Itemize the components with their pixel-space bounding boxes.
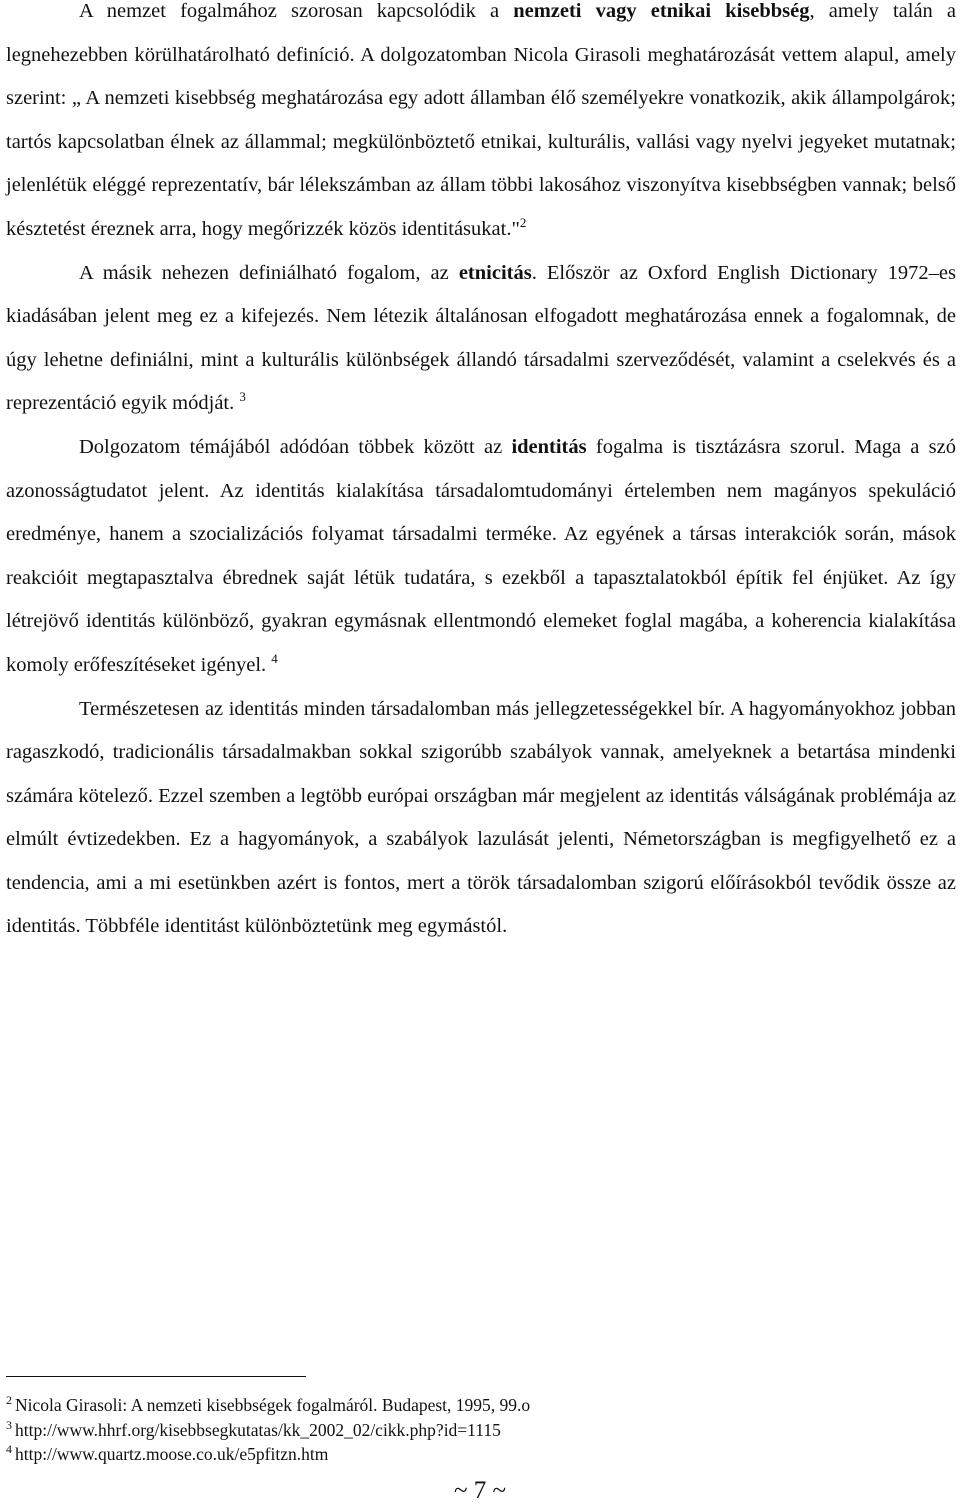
footnote-reference: 4 [271, 651, 278, 667]
footnote-separator [6, 1376, 306, 1377]
footnote [6, 1442, 906, 1467]
footnote-text: http://www.quartz.moose.co.uk/e5pfitzn.htm [15, 1444, 329, 1464]
paragraph-text: Természetesen az identitás minden társadalomban más jellegzetességekkel bír. A hagyományokhoz jobban ragaszkodó, tradicionális társadalmakban sokkal szigorúbb szabályok vannak, amelyeknek a betartása mindenki számára kötelező. Ezzel szemben a legtöbb európai országban már megjelent az identitás válságának problémája az elmúlt évtizedekben. Ez a hagyományok, a szabályok lazulását jelenti, Németországban is megfigyelhető ez a tendencia, ami a mi esetünkben azért is fontos, mert a török társadalomban szigorú előírásokból tevődik össze az identitás. Többféle identitást különböztetünk meg egymástól. [6, 697, 956, 938]
paragraph-text: fogalma is tisztázásra szorul. Maga a szó azonosságtudatot jelent. Az identitás kialakítása társadalomtudományi értelemben nem magányos spekuláció eredménye, hanem a szocializációs folyamat társadalmi terméke. Az egyének a társas interakciók során, mások reakcióit megtapasztalva ébrednek saját létük tudatára, s ezekből a tapasztalatokból építik fel énjüket. Az így létrejövő identitás különböző, gyakran egymásnak ellentmondó elemeket foglal magába, a koherencia kialakítása komoly erőfeszítéseket igényel. [6, 435, 956, 676]
paragraph-national-minority [6, 0, 956, 252]
bold-term: etnicitás [458, 261, 532, 284]
footnote [6, 1393, 906, 1418]
bold-term: identitás [511, 435, 587, 458]
paragraph-text: Dolgozatom témájából adódóan többek között az [79, 435, 512, 458]
footnote [6, 1418, 906, 1443]
footnote-text: http://www.hhrf.org/kisebbsegkutatas/kk_2002_02/cikk.php?id=1115 [15, 1419, 501, 1440]
paragraph-text: A nemzet fogalmához szorosan kapcsolódik a [79, 0, 514, 22]
footnotes [6, 1393, 906, 1467]
body-text [6, 0, 956, 949]
paragraph-identity-in-societies [6, 688, 956, 950]
footnote-number: 2 [6, 1393, 12, 1408]
paragraph-text: A másik nehezen definiálható fogalom, az [79, 261, 459, 284]
footnote-number: 3 [6, 1417, 12, 1432]
paragraph-ethnicity [6, 252, 956, 426]
paragraph-text: , amely talán a legnehezebben körülhatárolható definíció. A dolgozatomban Nicola Girasoli meghatározását vettem alapul, amely szerint: „ A nemzeti kisebbség meghatározása egy adott államban élő személyekre vonatkozik, akik állampolgárok; tartós kapcsolatban élnek az állammal; megkülönböztető etnikai, kulturális, vallási vagy nyelvi jegyeket mutatnak; jelenlétük eléggé reprezentatív, bár lélekszámban az állam többi lakosához viszonyítva kisebbségben vannak; belső késztetést éreznek arra, hogy megőrizzék közös identitásukat." [6, 0, 957, 240]
paragraph-identity [6, 426, 956, 688]
paragraph-text: . Először az Oxford English Dictionary 1972–es kiadásában jelent meg ez a kifejezés. Nem létezik általánosan elfogadott meghatározása ennek a fogalomnak, de úgy lehetne definiálni, mint a kulturális különbségek állandó társadalmi szerveződését, valamint a cselekvés és a reprezentáció egyik módját. [6, 261, 956, 415]
footnote-reference: 3 [239, 389, 246, 405]
footnote-text: Nicola Girasoli: A nemzeti kisebbségek fogalmáról. Budapest, 1995, 99.o [15, 1395, 531, 1415]
bold-term: nemzeti vagy etnikai kisebbség [513, 0, 810, 22]
page-number: ~ 7 ~ [453, 1477, 507, 1504]
footnote-reference: 2 [519, 215, 527, 231]
footnote-number: 4 [6, 1442, 12, 1457]
